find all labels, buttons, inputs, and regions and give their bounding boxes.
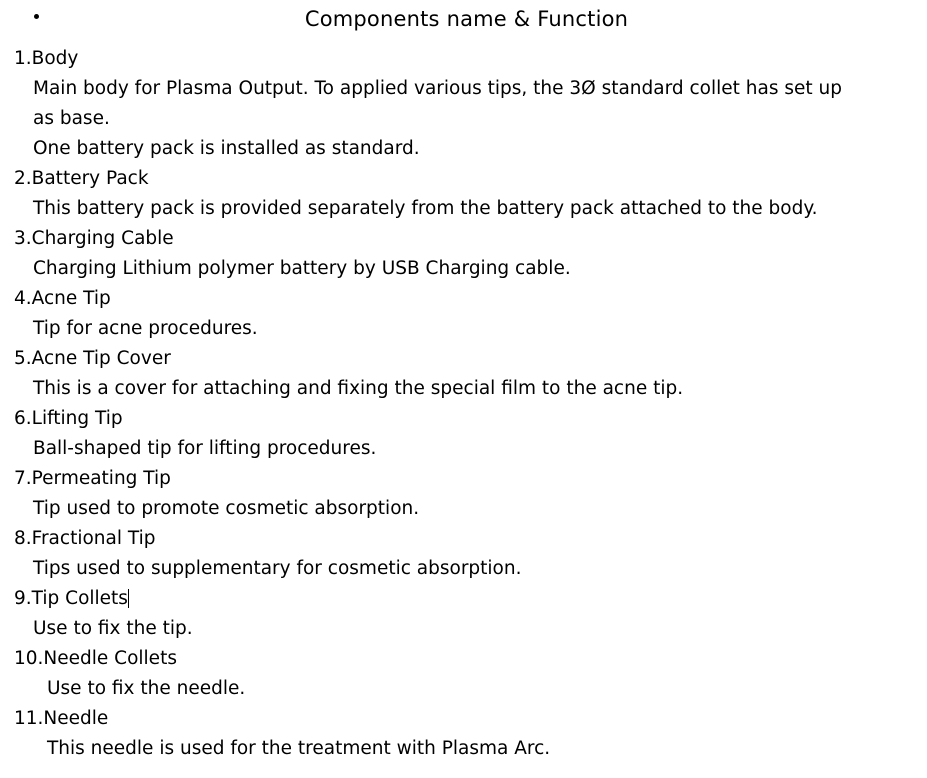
item-heading [8,344,919,374]
item-title: Battery Pack [31,168,149,189]
item-title: Needle Collets [43,648,177,669]
item-title: Needle [43,708,109,729]
item-description-line: Use to fix the tip. [33,618,193,639]
item-number: 1. [14,48,32,69]
item-description-line: This is a cover for attaching and fixing the special film to the acne tip. [33,378,684,399]
item-heading [8,44,919,74]
item-title: Charging Cable [31,228,174,249]
item-description-line: This needle is used for the treatment with Plasma Arc. [47,738,551,759]
item-description-line: as base. [33,108,110,129]
item-heading [8,224,919,254]
item-number: 7. [14,468,32,489]
item-number: 10. [14,648,44,669]
item-description-line: Main body for Plasma Output. To applied various tips, the 3Ø standard collet has set up [33,78,843,99]
item-heading [8,464,919,494]
list-item [8,704,919,764]
list-item [8,344,919,404]
item-title: Fractional Tip [31,528,156,549]
item-description-line: Use to fix the needle. [47,678,246,699]
list-item [8,524,919,584]
page-title: Components name & Function [304,7,629,31]
item-number: 8. [14,528,32,549]
item-title: Tip Collets [31,588,128,609]
item-description-line: This battery pack is provided separately from the battery pack attached to the body. [33,198,818,219]
item-description-line: Charging Lithium polymer battery by USB Charging cable. [33,258,571,279]
component-list [0,44,927,764]
text-cursor [128,589,129,608]
list-item [8,584,919,644]
list-item [8,404,919,464]
item-number: 4. [14,288,32,309]
item-title: Body [31,48,79,69]
item-title: Acne Tip Cover [31,348,171,369]
item-number: 3. [14,228,32,249]
item-number: 11. [14,708,44,729]
list-item [8,284,919,344]
list-item [8,44,919,164]
item-heading [8,644,919,674]
item-title: Acne Tip [31,288,111,309]
item-title: Permeating Tip [31,468,171,489]
item-heading [8,284,919,314]
item-description-line: Tips used to supplementary for cosmetic absorption. [33,558,522,579]
item-number: 9. [14,588,32,609]
item-description-line: One battery pack is installed as standard. [33,138,420,159]
item-heading [8,704,919,734]
list-item [8,164,919,224]
item-description-line: Tip used to promote cosmetic absorption. [33,498,420,519]
item-number: 2. [14,168,32,189]
item-number: 5. [14,348,32,369]
item-heading [8,164,919,194]
list-item [8,464,919,524]
item-description-line: Tip for acne procedures. [33,318,258,339]
item-title: Lifting Tip [31,408,123,429]
title-row [0,0,927,44]
list-item [8,224,919,284]
item-heading [8,584,919,614]
item-heading [8,524,919,554]
list-item [8,644,919,704]
item-heading [8,404,919,434]
item-number: 6. [14,408,32,429]
item-description-line: Ball-shaped tip for lifting procedures. [33,438,377,459]
